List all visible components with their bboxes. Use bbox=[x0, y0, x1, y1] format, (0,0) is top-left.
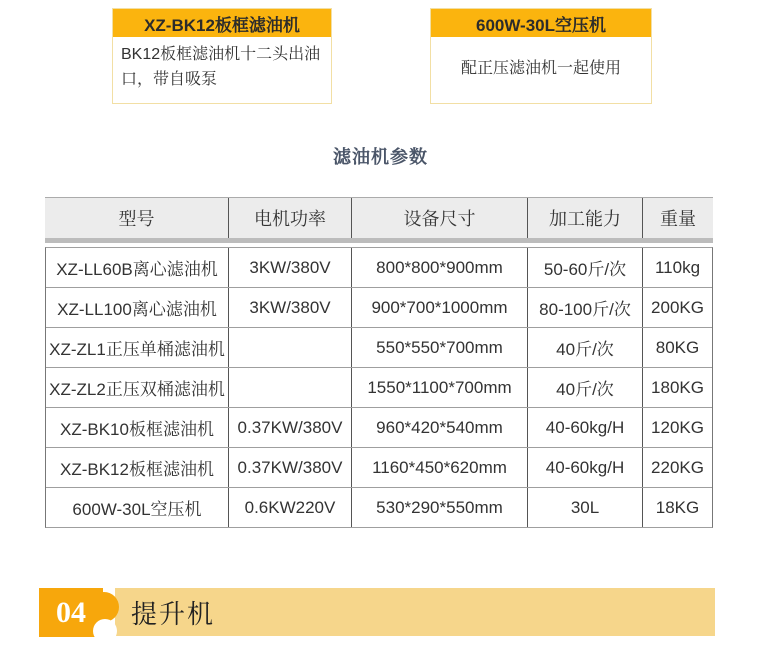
table-row bbox=[46, 368, 712, 408]
table-cell: 600W-30L空压机 bbox=[46, 488, 229, 527]
table-cell: 50-60斤/次 bbox=[528, 248, 643, 287]
table-cell: XZ-BK10板框滤油机 bbox=[46, 408, 229, 447]
parameters-table bbox=[45, 197, 713, 528]
table-cell: 1550*1100*700mm bbox=[352, 368, 528, 407]
section-banner bbox=[115, 588, 715, 636]
product-card-xz-bk12 bbox=[112, 8, 332, 104]
table-cell bbox=[229, 368, 352, 407]
table-row bbox=[46, 288, 712, 328]
table-title: 滤油机参数 bbox=[333, 147, 428, 167]
table-cell: XZ-ZL2正压双桶滤油机 bbox=[46, 368, 229, 407]
table-cell: 30L bbox=[528, 488, 643, 527]
table-cell: 80-100斤/次 bbox=[528, 288, 643, 327]
table-cell: 40斤/次 bbox=[528, 368, 643, 407]
product-card-description: BK12板框滤油机十二头出油口，带自吸泵 bbox=[121, 46, 321, 88]
table-row bbox=[46, 408, 712, 448]
table-cell: XZ-BK12板框滤油机 bbox=[46, 448, 229, 487]
table-cell: 40-60kg/H bbox=[528, 448, 643, 487]
table-cell: 18KG bbox=[655, 497, 700, 517]
table-header-cell: 重量 bbox=[660, 209, 696, 229]
table-cell: XZ-LL60B离心滤油机 bbox=[46, 248, 229, 287]
table-cell: 1160*450*620mm bbox=[352, 448, 528, 487]
table-cell: 80KG bbox=[655, 337, 700, 357]
table-cell: 200KG bbox=[651, 297, 704, 317]
table-row bbox=[46, 488, 712, 527]
table-cell: 550*550*700mm bbox=[352, 328, 528, 367]
table-cell: 120KG bbox=[651, 417, 704, 437]
table-header-cell: 设备尺寸 bbox=[352, 198, 528, 238]
table-cell: 110kg bbox=[654, 257, 701, 277]
table-cell: 0.6KW220V bbox=[229, 488, 352, 527]
table-cell: 3KW/380V bbox=[229, 288, 352, 327]
table-body bbox=[45, 247, 713, 528]
product-card-title: 600W-30L空压机 bbox=[431, 9, 651, 37]
table-cell: 800*800*900mm bbox=[352, 248, 528, 287]
table-cell: 900*700*1000mm bbox=[352, 288, 528, 327]
table-header-row bbox=[45, 197, 713, 243]
table-cell bbox=[229, 328, 352, 367]
table-cell: 960*420*540mm bbox=[352, 408, 528, 447]
table-row bbox=[46, 448, 712, 488]
section-banner-label: 提升机 bbox=[131, 598, 216, 629]
table-row bbox=[46, 328, 712, 368]
table-cell: 0.37KW/380V bbox=[229, 408, 352, 447]
table-header-cell: 电机功率 bbox=[229, 198, 352, 238]
table-header-cell: 加工能力 bbox=[528, 198, 643, 238]
table-cell: 180KG bbox=[651, 377, 704, 397]
section-number-badge: 04 bbox=[39, 588, 103, 637]
table-cell: 0.37KW/380V bbox=[229, 448, 352, 487]
table-row bbox=[46, 248, 712, 288]
table-cell: XZ-ZL1正压单桶滤油机 bbox=[46, 328, 229, 367]
product-card-title: XZ-BK12板框滤油机 bbox=[113, 9, 331, 37]
product-card-air-compressor bbox=[430, 8, 652, 104]
table-cell: 530*290*550mm bbox=[352, 488, 528, 527]
table-header-cell: 型号 bbox=[45, 198, 229, 238]
product-card-description: 配正压滤油机一起使用 bbox=[460, 59, 621, 77]
table-cell: 40-60kg/H bbox=[528, 408, 643, 447]
table-cell: 220KG bbox=[651, 457, 704, 477]
table-cell: XZ-LL100离心滤油机 bbox=[46, 288, 229, 327]
table-cell: 3KW/380V bbox=[229, 248, 352, 287]
table-cell: 40斤/次 bbox=[528, 328, 643, 367]
